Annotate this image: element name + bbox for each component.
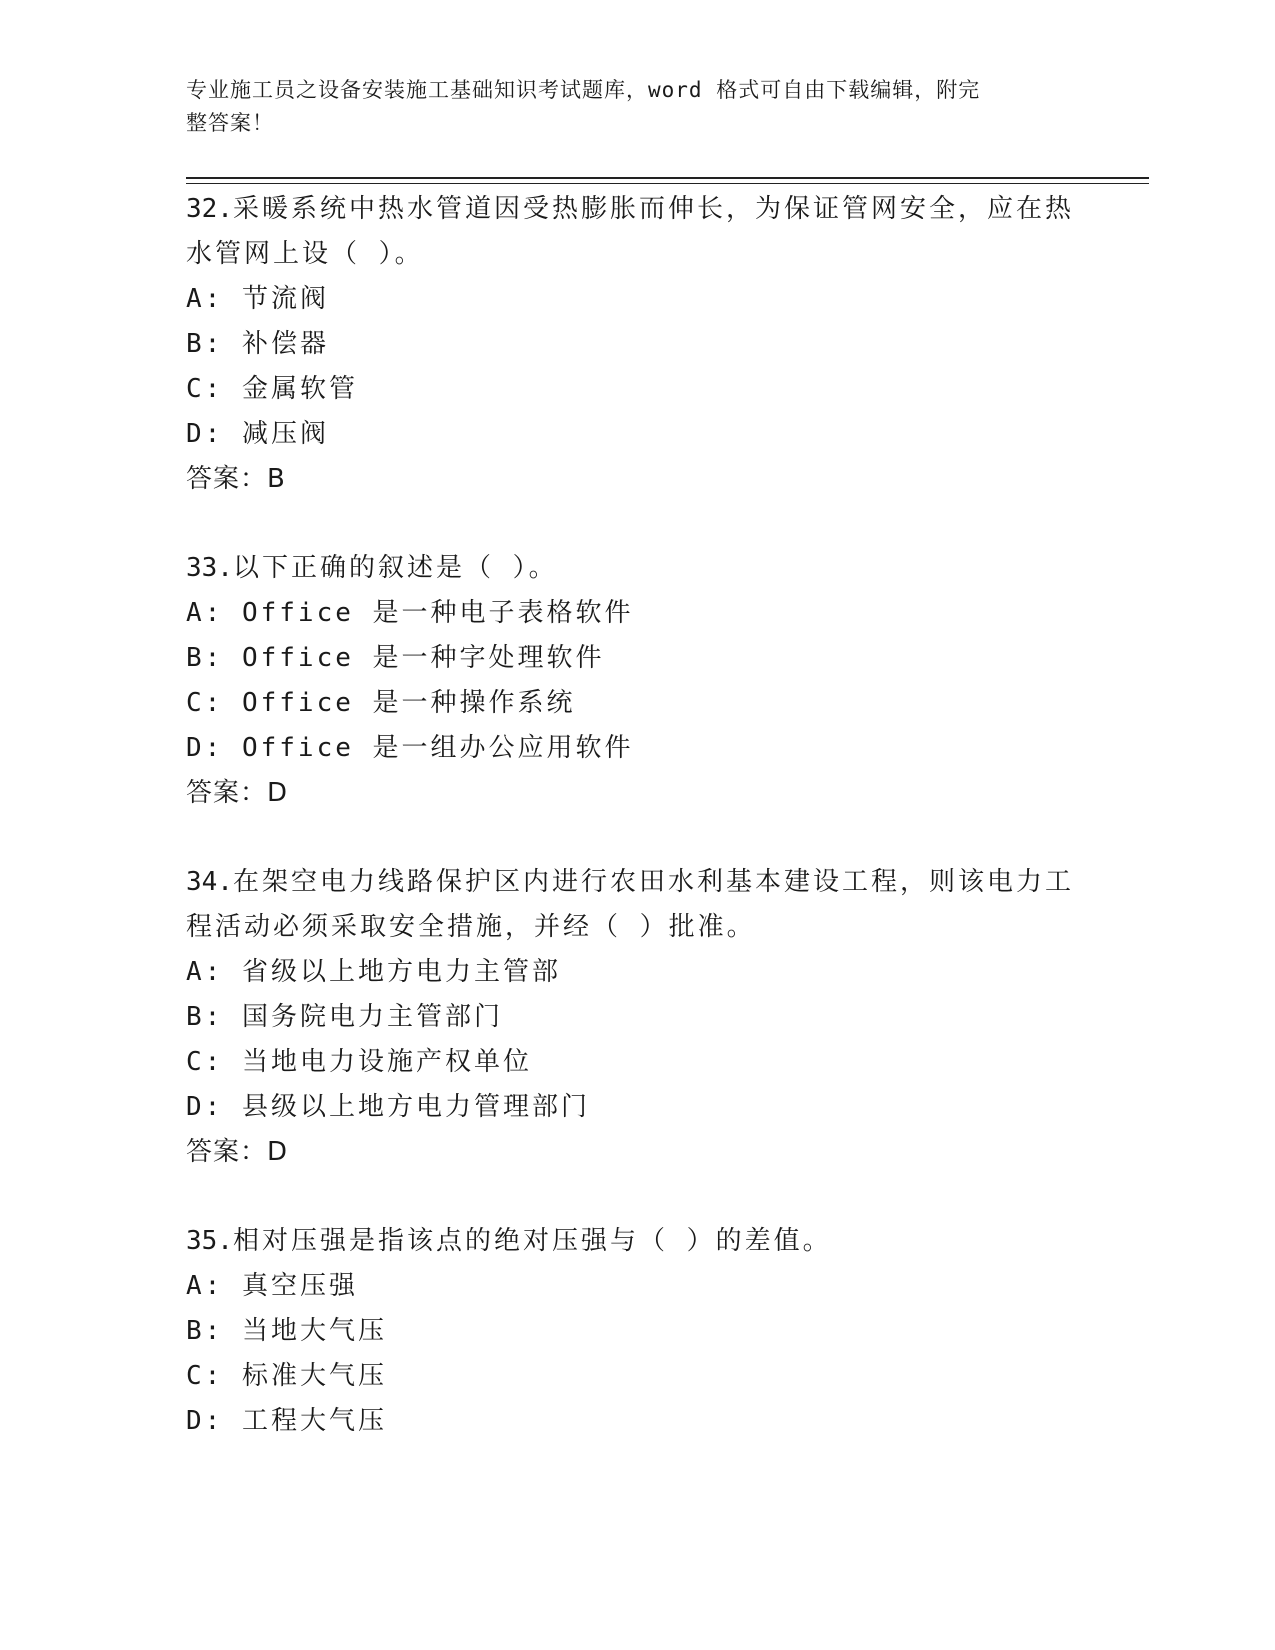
question-number: 33. (186, 553, 233, 583)
question-list (186, 187, 1086, 1488)
option-c: C: 当地电力设施产权单位 (186, 1047, 532, 1077)
option-d: D: 工程大气压 (186, 1406, 387, 1436)
question-stem-line-1: 相对压强是指该点的绝对压强与（ ）的差值。 (232, 1226, 832, 1256)
answer-line: 答案：D (186, 778, 289, 808)
option-b: B: Office 是一种字处理软件 (186, 643, 605, 673)
answer-line: 答案：B (186, 464, 286, 494)
option-d: D: Office 是一组办公应用软件 (186, 733, 634, 763)
question-32 (186, 187, 1086, 502)
question-stem (186, 860, 1086, 905)
option-c: C: 金属软管 (186, 374, 358, 404)
question-stem (186, 546, 1086, 591)
question-stem-line-1: 以下正确的叙述是（ ）。 (232, 553, 558, 583)
question-33 (186, 546, 1086, 816)
question-stem-line-1: 在架空电力线路保护区内进行农田水利基本建设工程，则该电力工 (232, 867, 1074, 897)
question-stem-line-1: 采暖系统中热水管道因受热膨胀而伸长，为保证管网安全，应在热 (232, 194, 1074, 224)
question-stem (186, 187, 1086, 232)
header-divider-thin (186, 183, 1149, 184)
option-b: B: 当地大气压 (186, 1316, 387, 1346)
option-d: D: 减压阀 (186, 419, 329, 449)
answer-line: 答案：D (186, 1137, 289, 1167)
option-b: B: 国务院电力主管部门 (186, 1002, 503, 1032)
question-34 (186, 860, 1086, 1175)
question-number: 32. (186, 194, 233, 224)
document-header (186, 74, 1066, 140)
question-number: 34. (186, 867, 233, 897)
question-stem (186, 1219, 1086, 1264)
option-a: A: 真空压强 (186, 1271, 358, 1301)
option-c: C: 标准大气压 (186, 1361, 387, 1391)
option-a: A: 省级以上地方电力主管部 (186, 957, 561, 987)
question-35 (186, 1219, 1086, 1444)
header-line-2: 整答案！ (186, 111, 274, 135)
header-line-1: 专业施工员之设备安装施工基础知识考试题库，word 格式可自由下载编辑，附完 (186, 78, 981, 102)
option-a: A: 节流阀 (186, 284, 329, 314)
option-b: B: 补偿器 (186, 329, 329, 359)
question-stem-line-2: 水管网上设（ ）。 (186, 239, 424, 269)
option-d: D: 县级以上地方电力管理部门 (186, 1092, 590, 1122)
option-a: A: Office 是一种电子表格软件 (186, 598, 634, 628)
question-stem-line-2: 程活动必须采取安全措施，并经（ ）批准。 (186, 912, 756, 942)
header-divider (186, 177, 1149, 179)
option-c: C: Office 是一种操作系统 (186, 688, 576, 718)
question-number: 35. (186, 1226, 233, 1256)
